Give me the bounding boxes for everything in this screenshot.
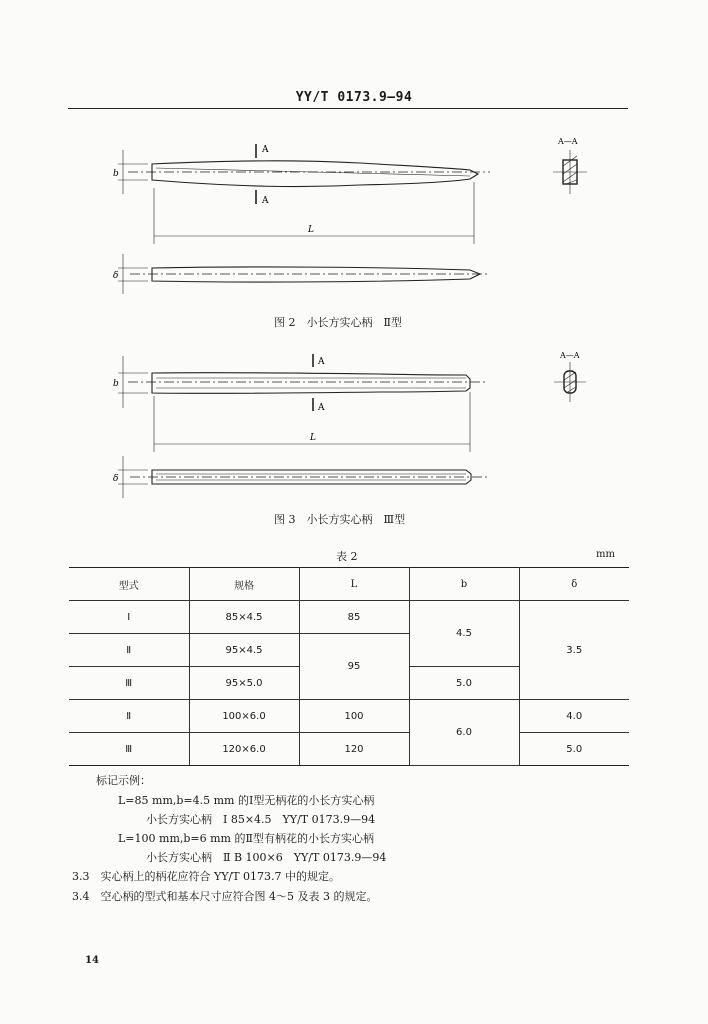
cell-spec: 100×6.0 <box>189 700 299 733</box>
table-row <box>69 700 629 733</box>
marking-heading: 标记示例： <box>96 774 151 787</box>
marking-example-1-code: 小长方实心柄 Ⅰ 85×4.5 YY/T 0173.9—94 <box>146 813 376 826</box>
figure-2-caption: 图 2 小长方实心柄 Ⅱ型 <box>274 316 402 329</box>
cell-spec: 85×4.5 <box>189 601 299 634</box>
cell-type: Ⅲ <box>69 733 189 766</box>
spec-table <box>69 567 629 766</box>
fig3-section-label: A—A <box>560 351 580 360</box>
marking-example-2-code: 小长方实心柄 Ⅱ B 100×6 YY/T 0173.9—94 <box>146 851 387 864</box>
fig2-cut-top: A <box>262 145 269 155</box>
col-header-type: 型式 <box>69 568 189 601</box>
table-row <box>69 733 629 766</box>
fig3-cut-bottom: A <box>318 403 325 413</box>
figure-3-caption: 图 3 小长方实心柄 Ⅲ型 <box>274 513 406 526</box>
clause-text: 空心柄的型式和基本尺寸应符合图 4～5 及表 3 的规定。 <box>100 890 378 903</box>
fig3-dim-b: b <box>113 379 119 389</box>
fig2-dim-b: b <box>113 169 119 179</box>
fig3-cut-top: A <box>318 357 325 367</box>
fig2-cut-bottom: A <box>262 196 269 206</box>
col-header-delta: δ <box>519 568 629 601</box>
cell-type: Ⅲ <box>69 667 189 700</box>
fig3-handle-outline <box>152 373 470 394</box>
cell-L: 120 <box>299 733 409 766</box>
table-unit: mm <box>596 549 615 560</box>
cell-spec: 95×5.0 <box>189 667 299 700</box>
marking-example-1-condition: L=85 mm,b=4.5 mm 的Ⅰ型无柄花的小长方实心柄 <box>118 794 375 807</box>
page-number: 14 <box>85 955 99 966</box>
cell-delta: 5.0 <box>519 733 629 766</box>
clause-text: 实心柄上的柄花应符合 YY/T 0173.7 中的规定。 <box>100 870 341 883</box>
cell-type: Ⅱ <box>69 634 189 667</box>
fig3-dim-delta: δ <box>113 474 119 484</box>
cell-delta-merged: 3.5 <box>519 601 629 700</box>
cell-spec: 120×6.0 <box>189 733 299 766</box>
fig3-dim-L: L <box>310 433 316 443</box>
col-header-b: b <box>409 568 519 601</box>
cell-spec: 95×4.5 <box>189 634 299 667</box>
clause-3-4 <box>72 888 377 904</box>
cell-type: Ⅰ <box>69 601 189 634</box>
fig2-dim-L: L <box>308 225 314 235</box>
table-title: 表 2 <box>336 550 358 563</box>
clause-number: 3.4 <box>72 890 90 903</box>
col-header-L: L <box>299 568 409 601</box>
clause-3-3 <box>72 868 340 884</box>
table-header-row <box>69 568 629 601</box>
table-row <box>69 601 629 634</box>
clause-number: 3.3 <box>72 870 90 883</box>
cell-b: 5.0 <box>409 667 519 700</box>
cell-b-merged: 4.5 <box>409 601 519 667</box>
standard-header: YY/T 0173.9—94 <box>295 90 413 105</box>
cell-L: 100 <box>299 700 409 733</box>
cell-L-merged: 95 <box>299 634 409 700</box>
marking-example-2-condition: L=100 mm,b=6 mm 的Ⅱ型有柄花的小长方实心柄 <box>118 832 374 845</box>
cell-L: 85 <box>299 601 409 634</box>
cell-delta: 4.0 <box>519 700 629 733</box>
fig2-section-label: A—A <box>558 137 578 146</box>
col-header-spec: 规格 <box>189 568 299 601</box>
cell-type: Ⅱ <box>69 700 189 733</box>
fig2-dim-delta: δ <box>113 271 119 281</box>
cell-b-merged: 6.0 <box>409 700 519 766</box>
